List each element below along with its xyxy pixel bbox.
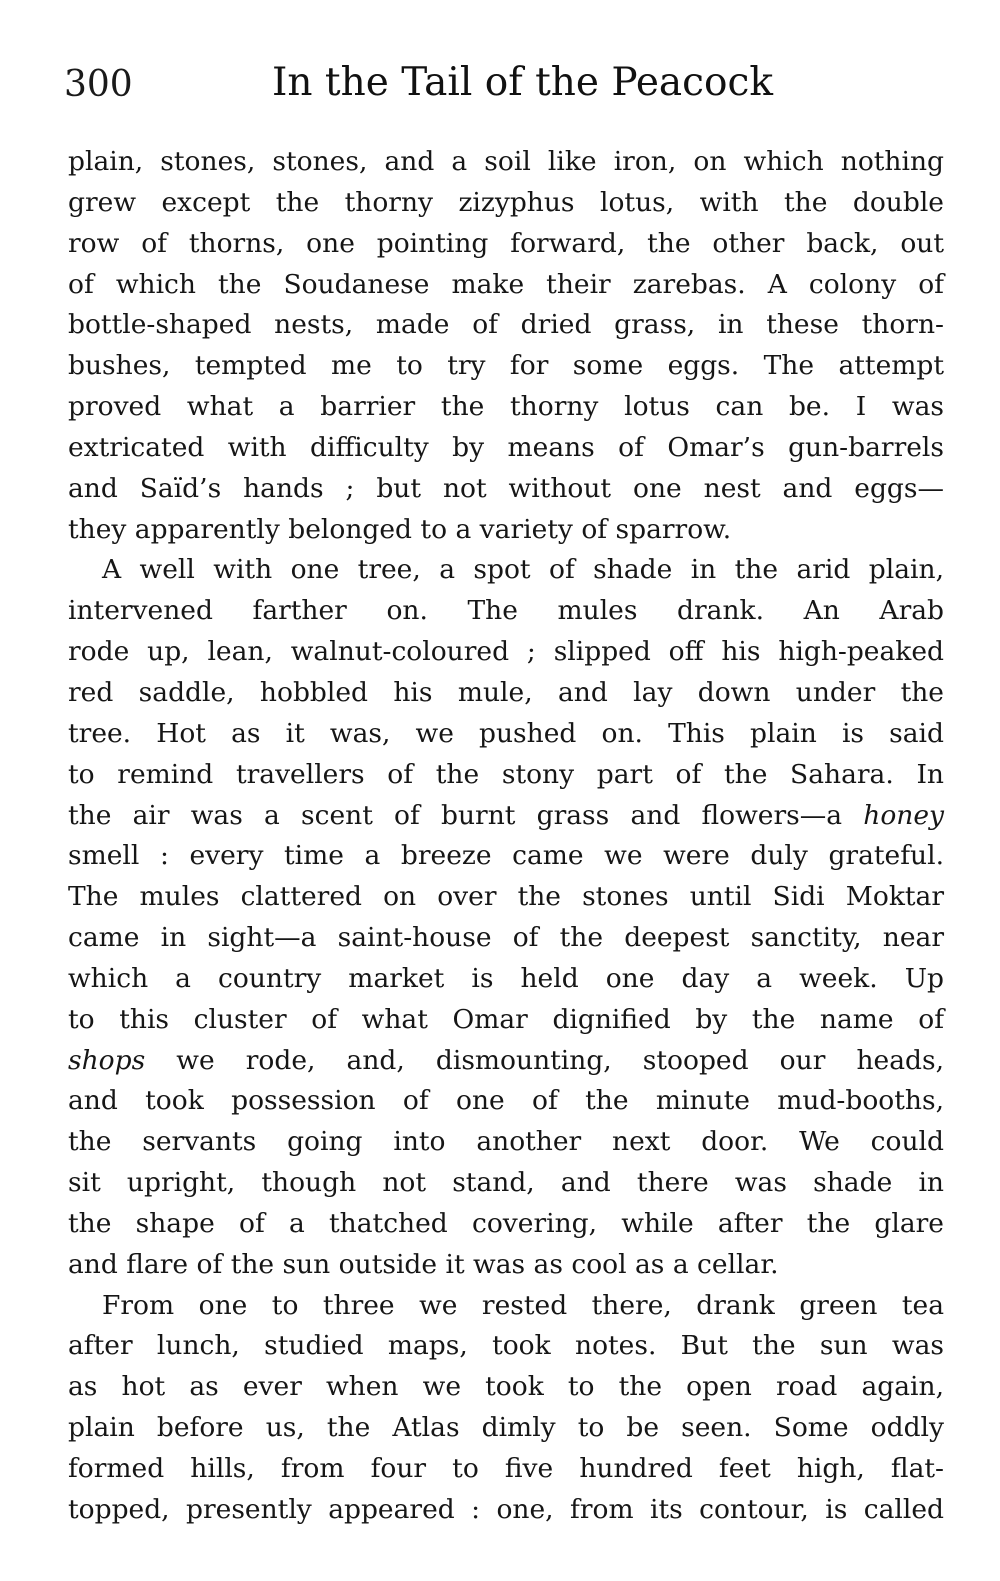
text-line: smell : every time a breeze came we were duly grateful. [68,840,944,872]
text-line: From one to three we rested there, drank green tea [102,1289,944,1321]
text-line: after lunch, studied maps, took notes. But the sun was [68,1330,944,1362]
text-line: to this cluster of what Omar dignified by the name of [68,1003,944,1035]
italic-word: honey [863,799,944,831]
text-line: row of thorns, one pointing forward, the other back, out [68,227,944,259]
text-line: topped, presently appeared : one, from its contour, is called [68,1493,944,1525]
text-line: bushes, tempted me to try for some eggs. The attempt [68,350,944,382]
body-text [68,142,944,1531]
text-line: The mules clattered on over the stones until Sidi Moktar [68,881,944,913]
text-run: we rode, and, dismounting, stooped our heads, [145,1044,944,1076]
running-title: In the Tail of the Peacock [272,60,773,105]
paragraph-1 [68,142,944,550]
text-line: rode up, lean, walnut-coloured ; slipped off his high-peaked [68,636,944,668]
text-line: which a country market is held one day a week. Up [68,962,944,994]
text-line: the servants going into another next door. We could [68,1126,944,1158]
text-line: and flare of the sun outside it was as cool as a cellar. [68,1248,779,1280]
page-number: 300 [64,64,133,105]
text-line: sit upright, though not stand, and there was shade in [68,1167,944,1199]
text-line: to remind travellers of the stony part of the Sahara. In [68,758,944,790]
text-line: plain before us, the Atlas dimly to be seen. Some oddly [68,1412,944,1444]
text-line: intervened farther on. The mules drank. An Arab [68,595,944,627]
text-line: plain, stones, stones, and a soil like iron, on which nothing [68,146,944,177]
text-line: formed hills, from four to five hundred feet high, flat- [68,1453,944,1484]
italic-word: shops [68,1044,146,1076]
text-run: the air was a scent of burnt grass and flowers—a [68,799,864,831]
text-line: as hot as ever when we took to the open road again, [68,1371,944,1403]
text-line: the shape of a thatched covering, while after the glare [68,1207,944,1239]
text-line: they apparently belonged to a variety of sparrow. [68,513,732,545]
text-line-with-italic [68,1041,944,1082]
page-header [64,60,944,120]
text-line: red saddle, hobbled his mule, and lay down under the [68,676,944,708]
text-line: grew except the thorny zizyphus lotus, with the double [68,186,944,218]
text-line: A well with one tree, a spot of shade in the arid plain, [102,554,944,586]
text-line: bottle-shaped nests, made of dried grass, in these thorn- [68,309,944,341]
text-line: of which the Soudanese make their zarebas. A colony of [68,268,944,300]
paragraph-2 [68,550,944,1285]
text-line-with-italic [68,796,944,837]
text-line: tree. Hot as it was, we pushed on. This plain is said [68,717,944,749]
paragraph-3 [68,1286,944,1531]
text-line: came in sight—a saint-house of the deepest sanctity, near [68,922,944,954]
text-line: and Saïd’s hands ; but not without one nest and eggs— [68,472,944,504]
text-line: extricated with difficulty by means of Omar’s gun-barrels [68,431,944,463]
text-line: proved what a barrier the thorny lotus can be. I was [68,391,944,423]
text-line: and took possession of one of the minute mud-booths, [68,1085,944,1117]
